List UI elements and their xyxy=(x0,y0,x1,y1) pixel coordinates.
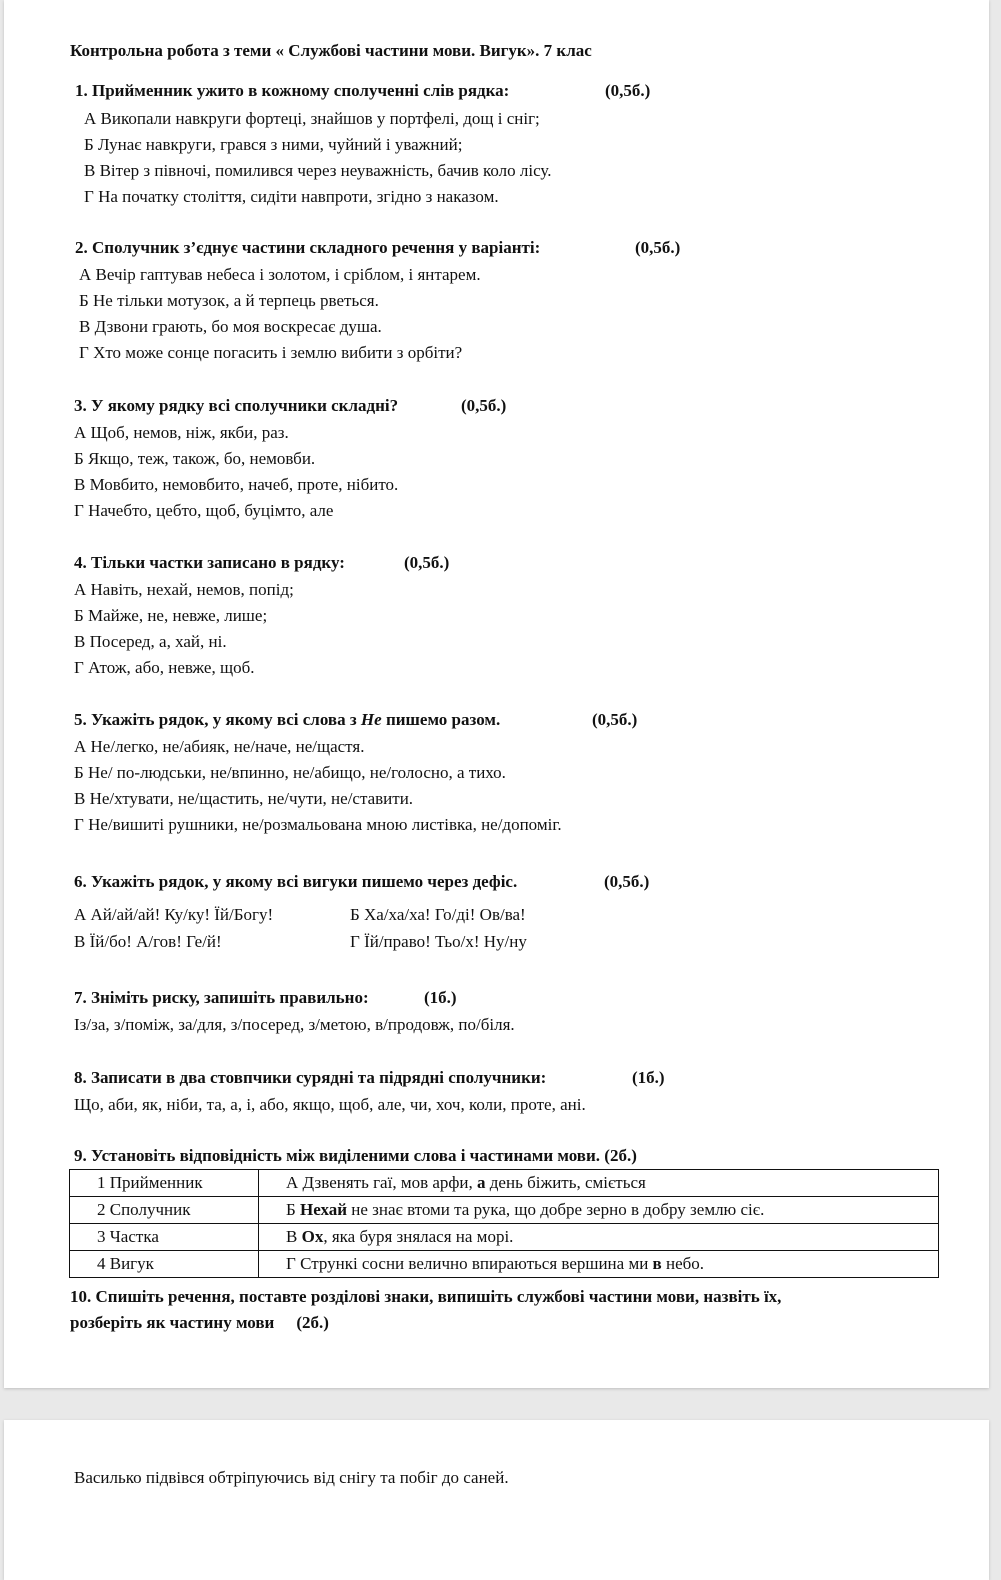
question-10-line-2 xyxy=(70,1310,930,1336)
question-1-option-c: В Вітер з півночі, помилився через неуважність, бачив коло лісу. xyxy=(84,161,552,180)
question-2-option-a: А Вечір гаптував небеса і золотом, і сріблом, і янтарем. xyxy=(79,265,481,284)
sentence-text: не знає втоми та рука, що добре зерно в добру землю сіє. xyxy=(347,1200,765,1219)
question-4-prompt: 4. Тільки частки записано в рядку: xyxy=(74,553,345,572)
table-row xyxy=(70,1170,939,1197)
question-4-option-c: В Посеред, а, хай, ні. xyxy=(74,632,227,651)
part-of-speech-cell: 1 Прийменник xyxy=(70,1170,259,1197)
question-5-option-c: В Не/хтувати, не/щастить, не/чути, не/ставити. xyxy=(74,789,414,808)
document-title: Контрольна робота з теми « Службові частини мови. Вигук». 7 клас xyxy=(70,41,592,60)
question-4-option-a: А Навіть, нехай, немов, попід; xyxy=(74,580,294,599)
question-1-prompt: 1. Прийменник ужито в кожному сполученні слів рядка: xyxy=(75,81,510,100)
question-1-points: (0,5б.) xyxy=(605,81,651,100)
question-10-line-1: 10. Спишіть речення, поставте розділові знаки, випишіть службові частини мови, назвіть їх, xyxy=(70,1287,782,1306)
table-row xyxy=(70,1251,939,1278)
sentence-cell xyxy=(259,1170,939,1197)
part-of-speech-cell: 4 Вигук xyxy=(70,1251,259,1278)
part-of-speech-cell: 2 Сполучник xyxy=(70,1197,259,1224)
question-3-points: (0,5б.) xyxy=(461,396,507,415)
question-6-option-b: Б Ха/ха/ха! Го/ді! Ов/ва! xyxy=(350,905,526,924)
sentence-cell xyxy=(259,1251,939,1278)
question-5-prompt-end: пишемо разом. xyxy=(381,710,501,729)
sentence-text: небо. xyxy=(661,1254,705,1273)
question-4-option-d: Г Атож, або, невже, щоб. xyxy=(74,658,255,677)
question-2-prompt: 2. Сполучник з’єднує частини складного речення у варіанті: xyxy=(75,238,541,257)
question-6-option-c: В Їй/бо! А/гов! Ге/й! xyxy=(74,932,222,951)
question-5-points: (0,5б.) xyxy=(592,710,638,729)
part-of-speech-cell: 3 Частка xyxy=(70,1224,259,1251)
highlighted-word: а xyxy=(477,1173,486,1192)
question-5-prompt xyxy=(74,709,500,731)
sentence-text: Г Стрункі сосни велично впираються вершина ми xyxy=(286,1254,653,1273)
matching-table xyxy=(69,1169,939,1278)
question-4-points: (0,5б.) xyxy=(404,553,450,572)
question-5-option-d: Г Не/вишиті рушники, не/розмальована мною листівка, не/допоміг. xyxy=(74,815,562,834)
question-10-prompt xyxy=(70,1284,930,1336)
question-5-option-a: А Не/легко, не/абияк, не/наче, не/щастя. xyxy=(74,737,365,756)
question-6-option-a: А Ай/ай/ай! Ку/ку! Їй/Богу! xyxy=(74,905,274,924)
question-3-option-d: Г Начебто, цебто, щоб, буцімто, але xyxy=(74,501,334,520)
sentence-text: В xyxy=(286,1227,302,1246)
question-4-option-b: Б Майже, не, невже, лише; xyxy=(74,606,268,625)
question-1-option-a: А Викопали навкруги фортеці, знайшов у портфелі, дощ і сніг; xyxy=(84,109,540,128)
sentence-text: А Дзвенять гаї, мов арфи, xyxy=(286,1173,478,1192)
worksheet-page-2 xyxy=(4,1420,989,1580)
question-1-option-b: Б Лунає навкруги, грався з ними, чуйний і уважний; xyxy=(84,135,463,154)
question-2-points: (0,5б.) xyxy=(635,238,681,257)
question-10-points: (2б.) xyxy=(296,1313,329,1332)
question-6-prompt: 6. Укажіть рядок, у якому всі вигуки пишемо через дефіс. xyxy=(74,872,518,891)
question-7-points: (1б.) xyxy=(424,988,457,1007)
highlighted-word: Ох xyxy=(301,1227,324,1246)
question-10-line-2-text: розберіть як частину мови xyxy=(70,1313,275,1332)
question-3-prompt: 3. У якому рядку всі сполучники складні? xyxy=(74,396,399,415)
highlighted-word: Нехай xyxy=(300,1200,348,1219)
table-row xyxy=(70,1224,939,1251)
question-2-option-b: Б Не тільки мотузок, а й терпець рветься. xyxy=(79,291,379,310)
question-8-points: (1б.) xyxy=(632,1068,665,1087)
question-8-text: Що, аби, як, ніби, та, а, і, або, якщо, щоб, але, чи, хоч, коли, проте, ані. xyxy=(74,1095,586,1114)
question-5-prompt-emphasis: Не xyxy=(360,710,382,729)
question-6-option-d: Г Їй/право! Тьо/х! Ну/ну xyxy=(350,932,527,951)
question-7-text: Із/за, з/поміж, за/для, з/посеред, з/метою, в/продовж, по/біля. xyxy=(74,1015,515,1034)
question-2-option-d: Г Хто може сонце погасить і землю вибити з орбіти? xyxy=(79,343,463,362)
table-row xyxy=(70,1197,939,1224)
question-7-prompt: 7. Зніміть риску, запишіть правильно: xyxy=(74,988,369,1007)
sentence-cell xyxy=(259,1224,939,1251)
question-8-prompt: 8. Записати в два стовпчики сурядні та підрядні сполучники: xyxy=(74,1068,547,1087)
exercise-sentence: Василько підвівся обтріпуючись від снігу та побіг до саней. xyxy=(74,1468,509,1487)
sentence-text: день біжить, сміється xyxy=(485,1173,646,1192)
highlighted-word: в xyxy=(652,1254,662,1273)
question-1-option-d: Г На початку століття, сидіти навпроти, згідно з наказом. xyxy=(84,187,499,206)
question-3-option-b: Б Якщо, теж, також, бо, немовби. xyxy=(74,449,316,468)
question-9-prompt: 9. Установіть відповідність між виділеними слова і частинами мови. (2б.) xyxy=(74,1146,637,1165)
question-6-points: (0,5б.) xyxy=(604,872,650,891)
question-2-option-c: В Дзвони грають, бо моя воскресає душа. xyxy=(79,317,382,336)
sentence-text: Б xyxy=(286,1200,301,1219)
sentence-cell xyxy=(259,1197,939,1224)
question-5-option-b: Б Не/ по-людськи, не/впинно, не/абищо, не/голосно, а тихо. xyxy=(74,763,506,782)
sentence-text: , яка буря знялася на морі. xyxy=(323,1227,514,1246)
question-3-option-a: А Щоб, немов, ніж, якби, раз. xyxy=(74,423,289,442)
question-3-option-c: В Мовбито, немовбито, начеб, проте, нібито. xyxy=(74,475,399,494)
question-5-prompt-start: 5. Укажіть рядок, у якому всі слова з xyxy=(74,710,361,729)
